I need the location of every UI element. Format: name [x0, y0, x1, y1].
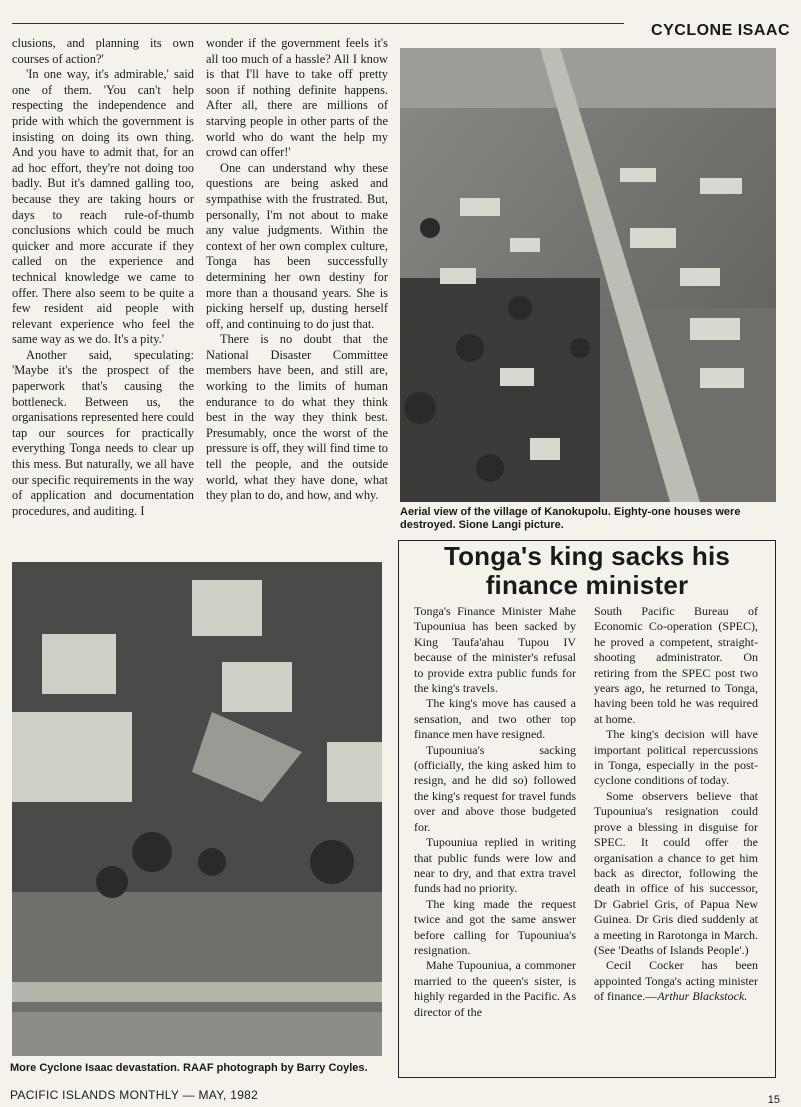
box-left-paragraph-4: Tupouniua replied in writing that public funds were low and near to dry, and that extra travel funds had no priority.: [414, 835, 576, 896]
box-right-paragraph-3: Some observers believe that Tupouniua's resignation could prove a blessing in disguise for SPEC. It could offer the organisation a chance to get him back as director, following the death in office of his successor, Dr Gabriel Gris, of Papua New Guinea. Dr Gris died suddenly at a meeting in Rarotonga in March. (See 'Deaths of Islands People'.): [594, 788, 758, 957]
boxed-story-headline: [400, 542, 774, 600]
col1-paragraph-2: 'In one way, it's admirable,' said one of them. 'You can't help respecting the independence and pride with which the government is insisting on doing its own thing. And you have to admit that, for an ad hoc effort, they're not doing too badly. But it's damned galling too, because they are taking hours or days to reach rule-of-thumb conclusions which could be much quicker and more accurate if they called on the experience and technical knowledge we came to offer. There also seem to be quite a few resident aid people with relevant experience who feel the same way as we do. It's a pity.': [12, 67, 194, 347]
boxed-story-left-column: [414, 604, 576, 1020]
aerial-photo-kanokupolu: [400, 48, 776, 502]
box-left-paragraph-1: Tonga's Finance Minister Mahe Tupouniua has been sacked by King Taufa'ahau Tupou IV because of the minister's refusal to provide extra public funds for the king's travels.: [414, 604, 576, 696]
box-right-paragraph-2: The king's decision will have important political repercussions in Tonga, especially in the post-cyclone conditions of today.: [594, 727, 758, 788]
box-left-paragraph-5: The king made the request twice and got the same answer before calling for Tupouniua's resignation.: [414, 896, 576, 957]
caption-devastation-photo: More Cyclone Isaac devastation. RAAF photograph by Barry Coyles.: [10, 1062, 368, 1074]
cyclone-devastation-photo: [12, 562, 382, 1056]
boxed-story-right-column: [594, 604, 758, 1005]
col1-paragraph-1: clusions, and planning its own courses of action?': [12, 36, 194, 66]
box-right-paragraph-4: [594, 958, 758, 1004]
box-left-paragraph-2: The king's move has caused a sensation, and two other top finance men have resigned.: [414, 696, 576, 742]
cyclone-devastation-photo-image: [12, 562, 382, 1056]
footer-publication: PACIFIC ISLANDS MONTHLY — MAY, 1982: [10, 1088, 259, 1102]
page-number: 15: [767, 1094, 780, 1106]
header-rule: [12, 23, 624, 24]
col2-paragraph-2: One can understand why these questions are being asked and sympathise with the frustrated. But, personally, I'm not about to make any value judgments. Within the context of her own complex culture, Tonga has been successfully determining her own destiny for more than a thousand years. She is picking herself up, dusting herself off, and continuing to do just that.: [206, 160, 388, 331]
caption-aerial-photo: Aerial view of the village of Kanokupolu. Eighty-one houses were destroyed. Sione Langi picture.: [400, 506, 741, 531]
col2-paragraph-1: wonder if the government feels it's all too much of a hassle? All I know is that I'll have to take off pretty soon if nothing definite happens. After all, there are millions of starving people in other parts of the world who do want the help my crowd can offer!': [206, 36, 388, 160]
byline: Arthur Blackstock.: [657, 989, 748, 1004]
column-1: [12, 36, 194, 519]
box-right-paragraph-4-text: Cecil Cocker has been appointed Tonga's acting minister of finance.—: [594, 958, 758, 1004]
box-right-paragraph-1: South Pacific Bureau of Economic Co-operation (SPEC), he proved a competent, straight-shooting administrator. On retiring from the SPEC post two years ago, he returned to Tonga, having been told he was required at home.: [594, 604, 758, 726]
col2-paragraph-3: There is no doubt that the National Disaster Committee members have been, and still are, working to the limits of human endurance to do what they think best in the way they think best. Presumably, once the worst of the pressure is off, they will find time to tell the people, and the outside world, what they have done, what they plan to do, and how, and why.: [206, 332, 388, 503]
headline-line-1: Tonga's king sacks his: [443, 541, 731, 571]
box-left-paragraph-6: Mahe Tupouniua, a commoner married to the queen's sister, is highly regarded in the Pacific. As director of the: [414, 958, 576, 1019]
box-left-paragraph-3: Tupouniua's sacking (officially, the king asked him to resign, and he did so) followed the king's request for travel funds over and above those budgeted for.: [414, 742, 576, 834]
running-head: CYCLONE ISAAC: [651, 22, 790, 39]
aerial-photo-kanokupolu-image: [400, 48, 776, 502]
headline-line-2: finance minister: [485, 570, 689, 600]
column-2: [206, 36, 388, 504]
col1-paragraph-3: Another said, speculating: 'Maybe it's the prospect of the paperwork that's causing the bottleneck. Between us, the organisations represented here could tap our sources for practically everything Tonga needs to clear up this mess. But naturally, we all have our specific requirements in the way of application and documentation procedures, and auditing. I: [12, 347, 194, 518]
